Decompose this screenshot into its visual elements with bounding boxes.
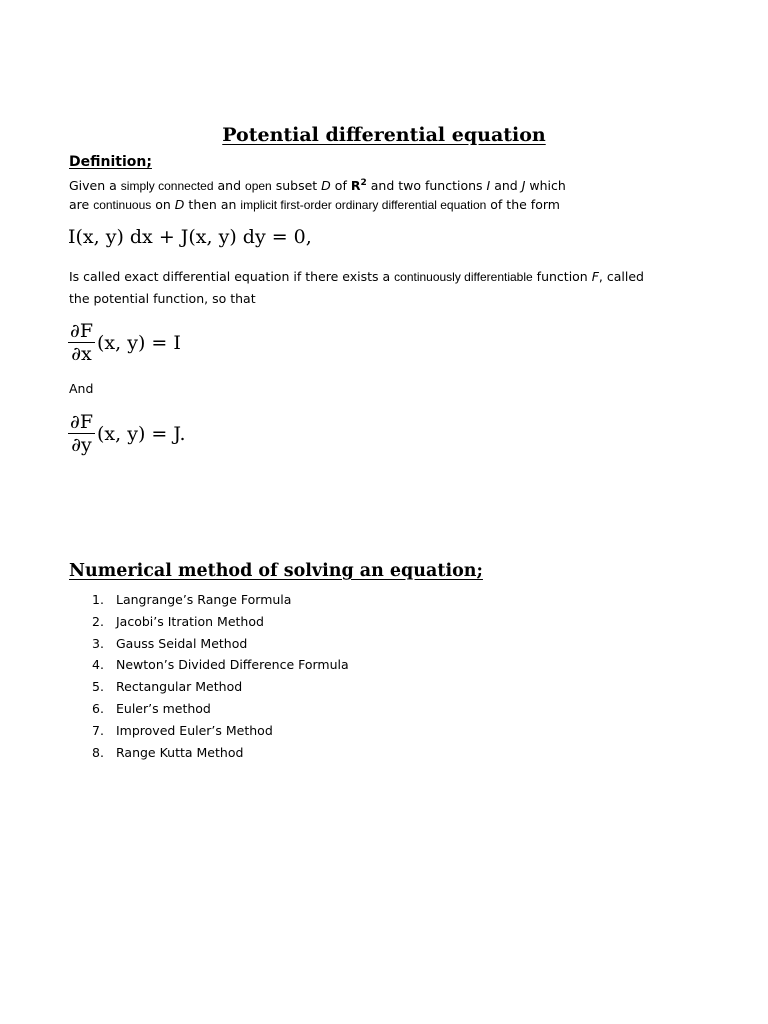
page-title: Potential differential equation [222,124,546,146]
list-item: 4. Newton’s Divided Difference Formula [92,657,349,673]
definition-line-2: are continuous on D then an implicit first-order ordinary differential equation of the form [69,197,560,212]
partial-x-equation: $\frac{\partial F}{\partial x}$ (x, y) = I [70,320,181,365]
exact-equation: I(x, y) dx + J(x, y) dy = 0, [68,226,312,248]
list-item: 5. Rectangular Method [92,679,243,695]
list-item: 8. Range Kutta Method [92,744,244,760]
definition-line-3: Is called exact differential equation if there exists a continuously differentiable function F, called [69,269,644,284]
list-item: 2. Jacobi’s Itration Method [92,613,264,629]
partial-y-equation: $\frac{\partial F}{\partial y}$ (x, y) = J. [70,411,186,456]
definition-line-4: the potential function, so that [69,291,256,306]
list-item: 6. Euler’s method [92,700,211,716]
list-item: 3. Gauss Seidal Method [92,635,248,651]
definition-heading: Definition; [69,154,152,170]
list-item: 1. Langrange’s Range Formula [92,592,292,607]
methods-heading: Numerical method of solving an equation; [69,561,483,581]
list-item: 7. Improved Euler’s Method [92,722,273,738]
and-label: And [69,381,94,396]
partial-fraction-y: $\frac{\partial F}{\partial y}$ [70,411,94,456]
partial-fraction-x: $\frac{\partial F}{\partial x}$ [70,320,94,365]
methods-list [92,590,349,764]
definition-line-1: Given a simply connected and open subset D of $R^2$ and two functions I and J which [69,178,566,193]
